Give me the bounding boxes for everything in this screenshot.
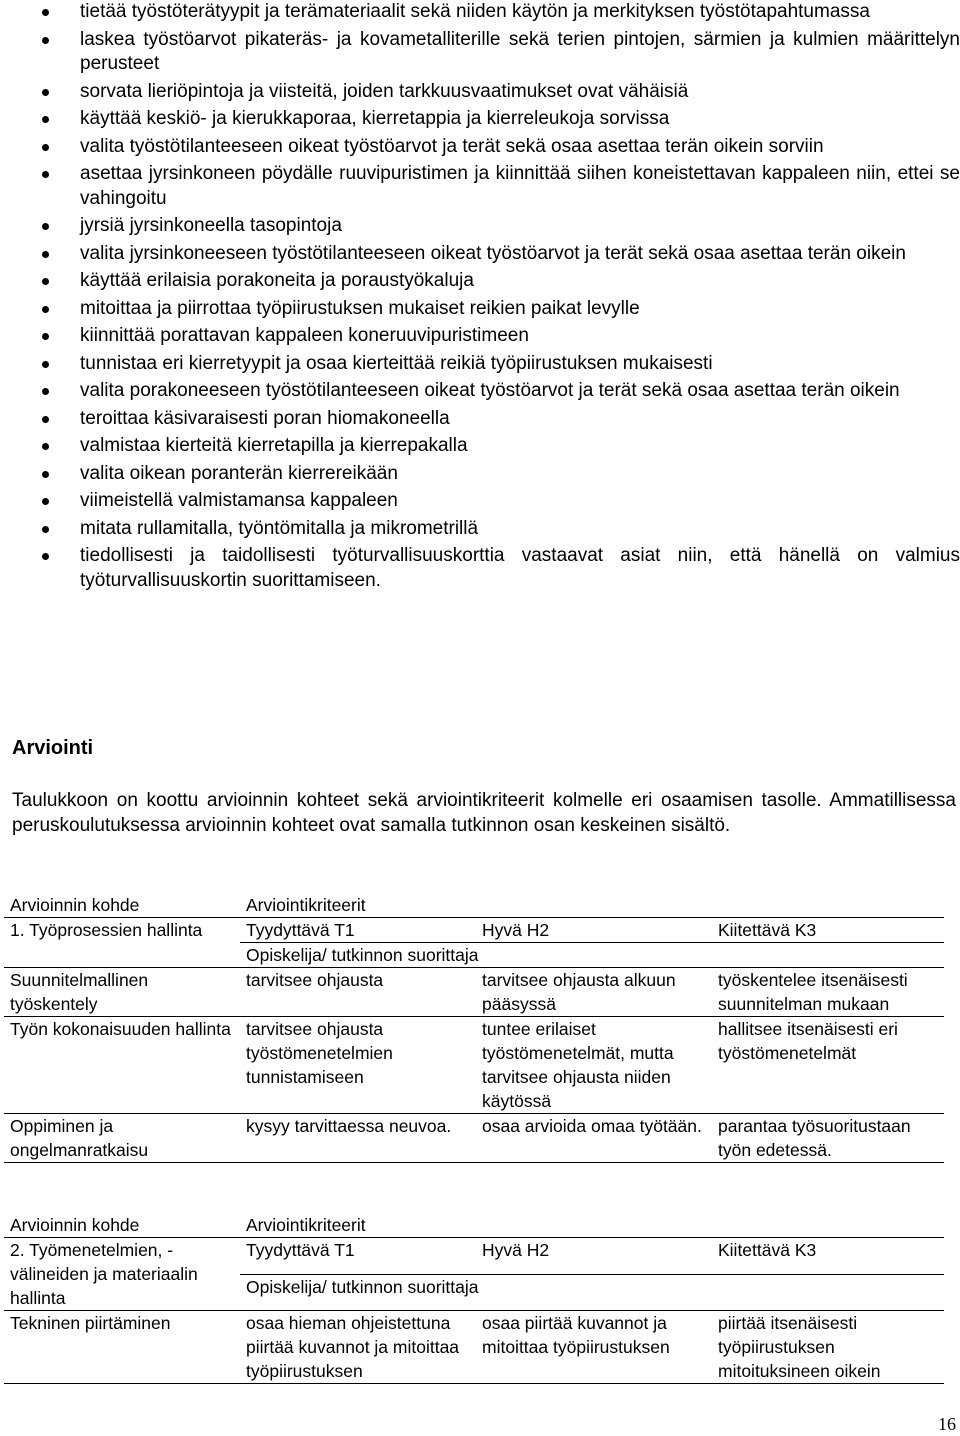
cell-t1: kysyy tarvittaessa neuvoa. <box>240 1114 476 1163</box>
list-item: valmistaa kierteitä kierretapilla ja kierrepakalla <box>42 434 960 459</box>
bullet-icon <box>42 471 49 478</box>
header-kohde: Arvioinnin kohde <box>4 893 240 918</box>
header-kohde: Arvioinnin kohde <box>4 1213 240 1238</box>
list-item: valita jyrsinkoneeseen työstötilanteeseen oikeat työstöarvot ja terät sekä osaa asettaa terän oikein <box>42 242 960 267</box>
table-row <box>4 1311 944 1384</box>
list-item: tietää työstöterätyypit ja terämateriaalit sekä niiden käytön ja merkityksen työstötapahtumassa <box>42 0 960 25</box>
list-item: jyrsiä jyrsinkoneella tasopintoja <box>42 214 960 239</box>
cell-k3: piirtää itsenäisesti työpiirustuksen mitoituksineen oikein <box>712 1311 944 1384</box>
level-t1: Tyydyttävä T1 <box>240 1238 476 1275</box>
bullet-icon <box>42 89 49 96</box>
level-k3: Kiitettävä K3 <box>712 1238 944 1275</box>
row-kohde: Tekninen piirtäminen <box>4 1311 240 1384</box>
list-item: valita porakoneeseen työstötilanteeseen oikeat työstöarvot ja terät sekä osaa asettaa terän oikein <box>42 379 960 404</box>
table-row <box>4 918 944 943</box>
learning-outcomes-list <box>42 0 960 596</box>
bullet-icon <box>42 171 49 178</box>
section-intro: Taulukkoon on koottu arvioinnin kohteet sekä arviointikriteerit kolmelle eri osaamisen tasolle. Ammatillisessa peruskoulutuksessa arvioinnin kohteet ovat samalla tutkinnon osan keskeinen sisältö. <box>12 790 956 836</box>
list-item: tunnistaa eri kierretyypit ja osaa kierteittää reikiä työpiirustuksen mukaisesti <box>42 352 960 377</box>
bullet-icon <box>42 37 49 44</box>
cell-t1: osaa hieman ohjeistettuna piirtää kuvannot ja mitoittaa työpiirustuksen <box>240 1311 476 1384</box>
list-item: sorvata lieriöpintoja ja viisteitä, joiden tarkkuusvaatimukset ovat vähäisiä <box>42 80 960 105</box>
area-title: 1. Työprosessien hallinta <box>4 918 240 968</box>
level-h2: Hyvä H2 <box>476 918 712 943</box>
list-item: käyttää keskiö- ja kierukkaporaa, kierretappia ja kierreleukoja sorvissa <box>42 107 960 132</box>
list-item: mitata rullamitalla, työntömitalla ja mikrometrillä <box>42 517 960 542</box>
bullet-icon <box>42 416 49 423</box>
row-kohde: Työn kokonaisuuden hallinta <box>4 1017 240 1114</box>
page-number: 16 <box>938 1414 956 1434</box>
criteria-table-2 <box>4 1213 944 1384</box>
table-row <box>4 1238 944 1275</box>
header-kriteerit: Arviointikriteerit <box>240 893 944 918</box>
table-row <box>4 968 944 1017</box>
cell-t1: tarvitsee ohjausta <box>240 968 476 1017</box>
level-t1: Tyydyttävä T1 <box>240 918 476 943</box>
bullet-icon <box>42 333 49 340</box>
bullet-icon <box>42 361 49 368</box>
area-title: 2. Työmenetelmien, -välineiden ja materiaalin hallinta <box>4 1238 240 1311</box>
cell-h2: tuntee erilaiset työstömenetelmät, mutta tarvitsee ohjausta niiden käytössä <box>476 1017 712 1114</box>
cell-k3: työskentelee itsenäisesti suunnitelman mukaan <box>712 968 944 1017</box>
list-item: tiedollisesti ja taidollisesti työturvallisuuskorttia vastaavat asiat niin, että hänellä on valmius työturvallisuuskortin suorittamiseen. <box>42 544 960 593</box>
row-kohde: Suunnitelmallinen työskentely <box>4 968 240 1017</box>
cell-k3: hallitsee itsenäisesti eri työstömenetelmät <box>712 1017 944 1114</box>
subheader: Opiskelija/ tutkinnon suorittaja <box>240 1274 944 1311</box>
bullet-icon <box>42 144 49 151</box>
bullet-icon <box>42 278 49 285</box>
bullet-icon <box>42 116 49 123</box>
section-heading: Arviointi <box>12 737 94 759</box>
header-kriteerit: Arviointikriteerit <box>240 1213 944 1238</box>
list-item: laskea työstöarvot pikateräs- ja kovametalliterille sekä terien pintojen, särmien ja kulmien määrittelyn perusteet <box>42 28 960 77</box>
cell-t1: tarvitsee ohjausta työstömenetelmien tunnistamiseen <box>240 1017 476 1114</box>
subheader: Opiskelija/ tutkinnon suorittaja <box>240 943 944 968</box>
cell-h2: tarvitsee ohjausta alkuun pääsyssä <box>476 968 712 1017</box>
level-h2: Hyvä H2 <box>476 1238 712 1275</box>
bullet-icon <box>42 251 49 258</box>
level-k3: Kiitettävä K3 <box>712 918 944 943</box>
cell-k3: parantaa työsuoritustaan työn edetessä. <box>712 1114 944 1163</box>
list-item: käyttää erilaisia porakoneita ja poraustyökaluja <box>42 269 960 294</box>
bullet-icon <box>42 388 49 395</box>
table-row <box>4 1114 944 1163</box>
list-item: viimeistellä valmistamansa kappaleen <box>42 489 960 514</box>
table-header-row <box>4 893 944 918</box>
bullet-icon <box>42 526 49 533</box>
table-header-row <box>4 1213 944 1238</box>
bullet-icon <box>42 553 49 560</box>
bullet-icon <box>42 223 49 230</box>
criteria-table-1 <box>4 893 944 1163</box>
list-item: valita oikean poranterän kierrereikään <box>42 462 960 487</box>
list-item: valita työstötilanteeseen oikeat työstöarvot ja terät sekä osaa asettaa terän oikein sorviin <box>42 135 960 160</box>
row-kohde: Oppiminen ja ongelmanratkaisu <box>4 1114 240 1163</box>
list-item: asettaa jyrsinkoneen pöydälle ruuvipuristimen ja kiinnittää siihen koneistettavan kappaleen niin, ettei se vahingoitu <box>42 162 960 211</box>
list-item: teroittaa käsivaraisesti poran hiomakoneella <box>42 407 960 432</box>
cell-h2: osaa piirtää kuvannot ja mitoittaa työpiirustuksen <box>476 1311 712 1384</box>
list-item: kiinnittää porattavan kappaleen koneruuvipuristimeen <box>42 324 960 349</box>
table-row <box>4 1017 944 1114</box>
cell-h2: osaa arvioida omaa työtään. <box>476 1114 712 1163</box>
bullet-icon <box>42 498 49 505</box>
bullet-icon <box>42 9 49 16</box>
bullet-icon <box>42 443 49 450</box>
bullet-icon <box>42 306 49 313</box>
list-item: mitoittaa ja piirrottaa työpiirustuksen mukaiset reikien paikat levylle <box>42 297 960 322</box>
